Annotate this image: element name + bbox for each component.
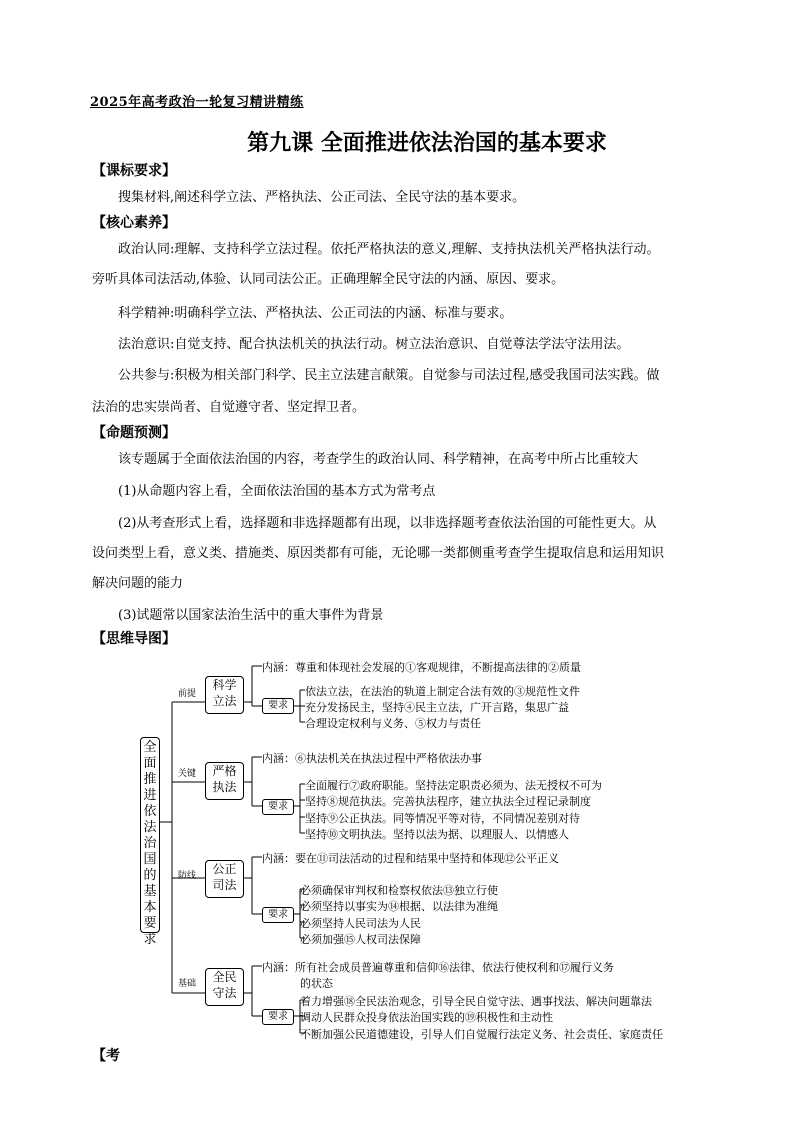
requirement-item: 必须坚持以事实为⑭根据、以法律为准绳 — [300, 900, 498, 913]
yaoqiu-box: 要求 — [262, 698, 294, 714]
hexin-p4-line1: 公共参与:积极为相关部门科学、民主立法建言献策。自觉参与司法过程,感受我国司法实践。做 — [118, 368, 660, 383]
page-header: 2025年高考政治一轮复习精讲精练 — [90, 95, 304, 110]
section-heading-kao: 【考 — [92, 1048, 120, 1064]
branch-name-line2: 守法 — [212, 986, 237, 1000]
kebiao-text: 搜集材料,阐述科学立法、严格执法、公正司法、全民守法的基本要求。 — [118, 190, 526, 205]
yaoqiu-box: 要求 — [262, 1009, 294, 1025]
section-heading-kebiao: 【课标要求】 — [92, 163, 176, 179]
yuce-p4: (3)试题常以国家法治生活中的重大事件为背景 — [118, 608, 384, 623]
neihan-text: 内涵：尊重和体现社会发展的①客观规律，不断提高法律的②质量 — [262, 661, 581, 674]
section-heading-hexin: 【核心素养】 — [92, 215, 176, 231]
branch-name-line1: 公正 — [212, 862, 237, 876]
branch-box-yange-zhifa — [205, 762, 244, 800]
hexin-p3: 法治意识:自觉支持、配合执法机关的执法行动。树立法治意识、自觉尊法学法守法用法。 — [118, 337, 630, 352]
neihan-text-cont: 的状态 — [300, 977, 333, 990]
branch-name-line1: 全民 — [212, 970, 237, 984]
requirement-item: 充分发扬民主，坚持④民主立法，广开言路，集思广益 — [305, 701, 569, 714]
neihan-text: 内涵：⑥执法机关在执法过程中严格依法办事 — [262, 752, 482, 765]
requirement-item: 合理设定权利与义务、⑤权力与责任 — [305, 717, 481, 730]
branch-name-line2: 立法 — [212, 694, 237, 708]
branch-name-line2: 执法 — [212, 780, 237, 794]
branch-side-label: 基础 — [178, 979, 197, 989]
branch-box-kexue-lifa — [205, 676, 244, 714]
branch-name-line2: 司法 — [212, 878, 237, 892]
yuce-p3-line2: 设问类型上看，意义类、措施类、原因类都有可能，无论哪一类都侧重考查学生提取信息和运用知识 — [92, 546, 665, 561]
neihan-text: 内涵：要在⑪司法活动的过程和结果中坚持和体现⑫公平正义 — [262, 852, 559, 865]
mind-map-root: 全面推进依法治国的基本要求 — [140, 737, 160, 933]
requirement-item: 必须加强⑮人权司法保障 — [300, 933, 421, 946]
branch-side-label: 防线 — [178, 871, 197, 881]
branch-side-label: 关键 — [178, 769, 197, 779]
branch-box-gongzheng-sifa — [205, 860, 244, 898]
hexin-p1-line1: 政治认同:理解、支持科学立法过程。依托严格执法的意义,理解、支持执法机关严格执法行动。 — [118, 242, 660, 257]
branch-name-line1: 严格 — [212, 764, 237, 778]
requirement-item: 必须坚持人民司法为人民 — [300, 917, 421, 930]
section-heading-yuce: 【命题预测】 — [92, 425, 176, 441]
yaoqiu-box: 要求 — [262, 907, 294, 923]
requirement-item: 调动人民群众投身依法治国实践的⑲积极性和主动性 — [300, 1011, 553, 1024]
hexin-p4-line2: 法治的忠实崇尚者、自觉遵守者、坚定捍卫者。 — [92, 400, 366, 415]
requirement-item: 依法立法，在法治的轨道上制定合法有效的③规范性文件 — [305, 685, 580, 698]
section-heading-siwei: 【思维导图】 — [92, 631, 176, 647]
requirement-item: 着力增强⑱全民法治观念，引导全民自觉守法、遇事找法、解决问题靠法 — [300, 995, 652, 1008]
hexin-p2: 科学精神:明确科学立法、严格执法、公正司法的内涵、标准与要求。 — [118, 306, 513, 321]
requirement-item: 坚持⑨公正执法。同等情况平等对待，不同情况差别对待 — [305, 812, 580, 825]
requirement-item: 必须确保审判权和检察权依法⑬独立行使 — [300, 884, 498, 897]
page-title: 第九课 全面推进依法治国的基本要求 — [247, 131, 607, 156]
yuce-p1: 该专题属于全面依法治国的内容，考查学生的政治认同、科学精神，在高考中所占比重较大 — [118, 452, 639, 467]
yuce-p3-line1: (2)从考查形式上看，选择题和非选择题都有出现，以非选择题考查依法治国的可能性更大。从 — [118, 516, 657, 531]
yuce-p2: (1)从命题内容上看，全面依法治国的基本方式为常考点 — [118, 484, 436, 499]
branch-box-quanmin-shoufa — [205, 968, 244, 1006]
hexin-p1-line2: 旁听具体司法活动,体验、认同司法公正。正确理解全民守法的内涵、原因、要求。 — [92, 272, 565, 287]
yuce-p3-line3: 解决问题的能力 — [92, 576, 184, 591]
requirement-item: 不断加强公民道德建设，引导人们自觉履行法定义务、社会责任、家庭责任 — [300, 1028, 663, 1041]
branch-name-line1: 科学 — [212, 678, 237, 692]
branch-side-label: 前提 — [178, 689, 197, 699]
neihan-text: 内涵：所有社会成员普遍尊重和信仰⑯法律、依法行使权利和⑰履行义务 — [262, 961, 614, 974]
yaoqiu-box: 要求 — [262, 799, 294, 815]
requirement-item: 坚持⑧规范执法。完善执法程序，建立执法全过程记录制度 — [305, 795, 591, 808]
requirement-item: 全面履行⑦政府职能。坚持法定职责必须为、法无授权不可为 — [305, 779, 602, 792]
requirement-item: 坚持⑩文明执法。坚持以法为据、以理服人、以情感人 — [305, 828, 569, 841]
